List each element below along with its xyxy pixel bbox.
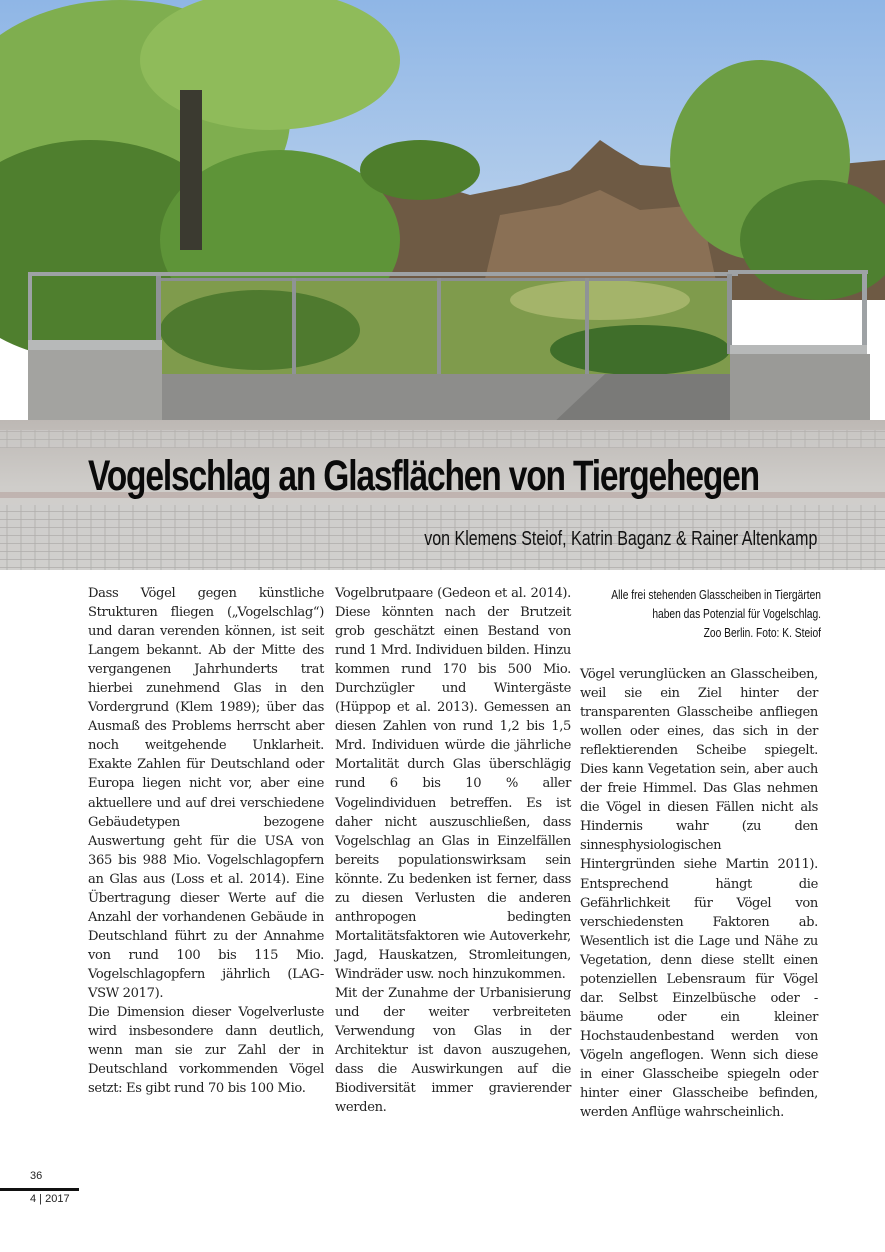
caption-line: Zoo Berlin. Foto: K. Steiof xyxy=(703,626,821,640)
article-title: Vogelschlag an Glasflächen von Tiergehegen xyxy=(88,452,759,500)
text-column-3 xyxy=(580,665,818,1122)
page-number: 36 xyxy=(30,1170,43,1182)
issue-number: 4 | 2017 xyxy=(30,1193,70,1205)
paragraph: Vögel verunglücken an Glasscheiben, weil sie ein Ziel hinter der transparenten Glasscheibe anfliegen wollen oder eines, das sich in der reflektierenden Scheibe spiegelt. Dies kann Vegetation sein, aber auch der freie Himmel. Das Glas nehmen die Vögel in diesen Fällen nicht als Hindernis wahr (zu den sinnesphysiologischen Hintergründen siehe Martin 2011). Entsprechend hängt die Gefährlichkeit für Vögel von verschiedensten Faktoren ab. Wesentlich ist die Lage und Nähe zu Vegetation, denn diese stellt einen potenziellen Lebensraum für Vögel dar. Selbst Einzelbüsche oder -bäume oder ein kleiner Hochstaudenbestand werden von Vögeln angeflogen. Wenn sich diese in einer Glasscheibe spiegeln oder hinter einer Glasscheibe befinden, werden Anflüge wahrscheinlich. xyxy=(580,667,818,1121)
text-column-1 xyxy=(88,584,324,1098)
paragraph: Die Dimension dieser Vogelverluste wird insbesondere dann deutlich, wenn man sie zur Zahl der in Deutschland vorkommenden Vögel setzt: Es gibt rund 70 bis 100 Mio. xyxy=(88,1005,324,1097)
paragraph: Mit der Zunahme der Urbanisierung und der weiter verbreiteten Verwendung von Glas in der Architektur ist davon auszugehen, dass die Auswirkungen auf die Biodiversität immer gravierender werden. xyxy=(335,985,571,1116)
paragraph: Vogelbrutpaare (Gedeon et al. 2014). Diese könnten nach der Brutzeit grob geschätzt einen Bestand von rund 1 Mrd. Individuen bilden. Hinzu kommen rund 170 bis 500 Mio. Durchzügler und Wintergäste (Hüppop et al. 2013). Gemessen an diesen Zahlen von rund 1,2 bis 1,5 Mrd. Individuen würde die jährliche Mortalität durch Glas überschlägig rund 6 bis 10 % aller Vogelindividuen betreffen. Es ist daher nicht auszuschließen, dass Vogelschlag an Glas in Einzelfällen bereits populationswirksam sein könnte. Zu bedenken ist ferner, dass zu diesen Verlusten die anderen anthropogen bedingten Mortalitätsfaktoren wie Autoverkehr, Jagd, Hauskatzen, Stromleitungen, Windräder usw. noch hinzukommen. xyxy=(335,586,571,982)
caption-line: Alle frei stehenden Glasscheiben in Tiergärten xyxy=(611,588,821,602)
article-authors: von Klemens Steiof, Katrin Baganz & Rainer Altenkamp xyxy=(423,528,817,550)
paragraph: Dass Vögel gegen künstliche Strukturen fliegen („Vogelschlag“) und daran verenden können, ist seit Langem bekannt. Ab der Mitte des vergangenen Jahrhunderts trat hierbei zunehmend Glas in den Vordergrund (Klem 1989); über das Ausmaß des Problems herrscht aber noch weitgehende Unklarheit. Exakte Zahlen für Deutschland oder Europa liegen nicht vor, aber eine aktuellere und auf drei verschiedene Gebäudetypen bezogene Auswertung geht für die USA von 365 bis 988 Mio. Vogelschlagopfern an Glas aus (Loss et al. 2014). Eine Übertragung dieser Werte auf die Anzahl der vorhandenen Gebäude in Deutschland führt zu der Annahme von rund 100 bis 115 Mio. Vogelschlagopfern jährlich (LAG-VSW 2017). xyxy=(88,586,324,1001)
caption-line: haben das Potenzial für Vogelschlag. xyxy=(652,607,821,621)
text-column-2 xyxy=(335,584,571,1117)
photo-caption xyxy=(561,586,821,643)
footer-divider xyxy=(0,1188,79,1191)
